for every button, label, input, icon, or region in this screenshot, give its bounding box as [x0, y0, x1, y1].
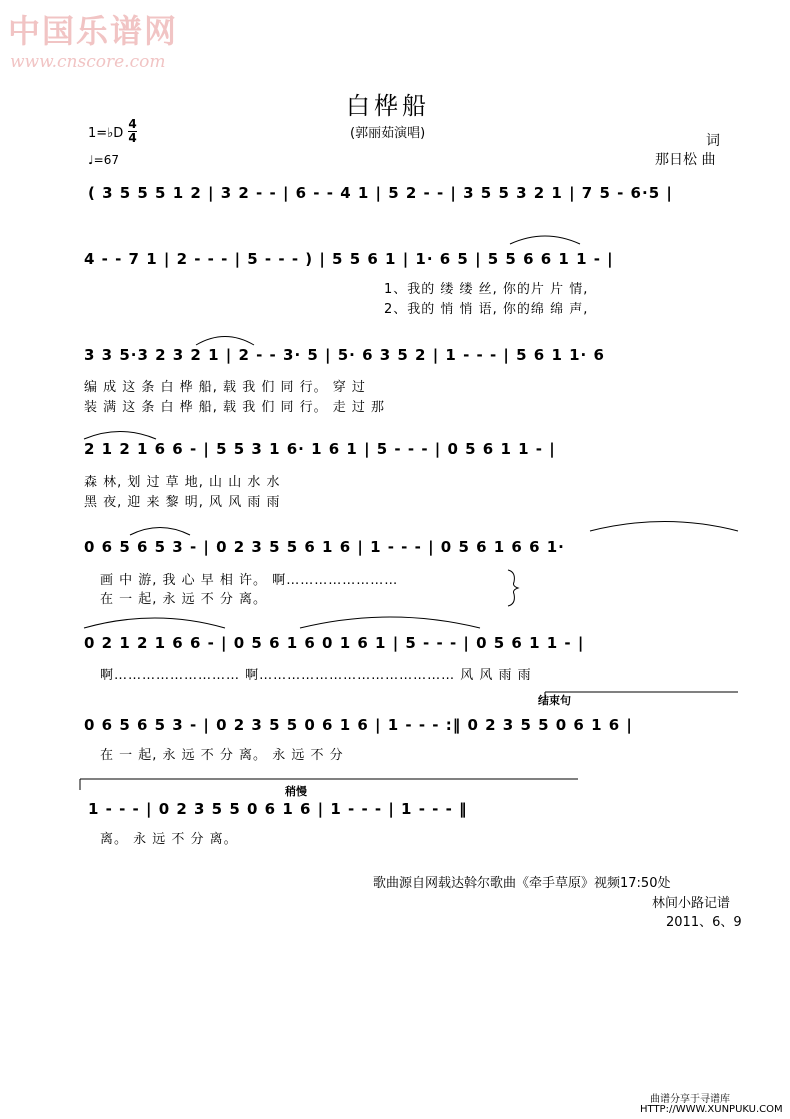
score-line-3-notes: 3 3 5·3 2 3 2 1 | 2 - - 3· 5 | 5· 6 3 5 2 | 1 - - - | 5 6 1 1· 6: [84, 346, 605, 364]
score-line-4-notes: 2 1 2 1 6 6 - | 5 5 3 1 6· 1 6 1 | 5 - - - | 0 5 6 1 1 - |: [84, 440, 556, 458]
meter-bottom: 4: [128, 131, 137, 145]
slur-2: [196, 337, 254, 346]
score-line-6-lyrics: 啊……………………… 啊…………………………………… 风 风 雨 雨: [100, 668, 532, 683]
slow-label: 稍慢: [285, 785, 307, 798]
song-title: 白桦船: [346, 92, 430, 120]
slur-7: [300, 617, 480, 628]
slur-4: [130, 528, 190, 536]
slow-bracket: [80, 779, 578, 790]
lyricist-credit: 词: [706, 133, 720, 149]
score-line-2-lyrics-verse2: 2、我的 悄 悄 语, 你的绵 绵 声,: [384, 302, 589, 317]
score-line-6-notes: 0 2 1 2 1 6 6 - | 0 5 6 1 6 0 1 6 1 | 5 - - - | 0 5 6 1 1 - |: [84, 634, 585, 652]
song-subtitle: (郭丽茹演唱): [350, 126, 426, 141]
slur-5: [590, 522, 738, 532]
ending-bracket: [545, 692, 738, 705]
score-line-3-lyrics-verse1: 编 成 这 条 白 桦 船, 载 我 们 同 行。 穿 过: [84, 380, 366, 395]
meter-top: 4: [128, 117, 137, 131]
transcriber-note: 林间小路记谱: [652, 896, 731, 911]
source-note: 歌曲源自网载达斡尔歌曲《牵手草原》视频17:50处: [373, 876, 671, 891]
score-line-7-notes: 0 6 5 6 5 3 - | 0 2 3 5 5 0 6 1 6 | 1 - - - :‖ 0 2 3 5 5 0 6 1 6 |: [84, 716, 633, 734]
score-line-1-notes: ( 3 5 5 5 1 2 | 3 2 - - | 6 - - 4 1 | 5 2 - - | 3 5 5 3 2 1 | 7 5 - 6·5 |: [88, 184, 673, 202]
tempo-marking: ♩=67: [88, 153, 119, 167]
slur-6: [84, 618, 225, 628]
watermark-url: www.cnscore.com: [10, 52, 166, 72]
score-line-5-notes: 0 6 5 6 5 3 - | 0 2 3 5 5 6 1 6 | 1 - - - | 0 5 6 1 6 6 1·: [84, 538, 565, 556]
key-signature: 1=♭D: [88, 126, 124, 141]
ending-label: 结束句: [538, 694, 571, 707]
score-line-3-lyrics-verse2: 装 满 这 条 白 桦 船, 载 我 们 同 行。 走 过 那: [84, 400, 385, 415]
score-line-7-lyrics: 在 一 起, 永 远 不 分 离。 永 远 不 分: [100, 748, 344, 763]
bracket-brace: [508, 570, 518, 606]
score-line-4-lyrics-verse1: 森 林, 划 过 草 地, 山 山 水 水: [84, 475, 281, 490]
score-line-2-notes: 4 - - 7 1 | 2 - - - | 5 - - - ) | 5 5 6 1 | 1· 6 5 | 5 5 6 6 1 1 - |: [84, 250, 614, 268]
score-line-5-lyrics-verse2: 在 一 起, 永 远 不 分 离。: [100, 592, 268, 607]
score-line-5-lyrics-verse1: 画 中 游, 我 心 早 相 许。 啊……………………: [100, 573, 399, 588]
score-line-8-notes: 1 - - - | 0 2 3 5 5 0 6 1 6 | 1 - - - | 1 - - - ‖: [88, 800, 468, 818]
date-note: 2011、6、9: [666, 915, 742, 930]
slur-3: [84, 432, 156, 440]
slur-1: [510, 236, 580, 244]
score-line-4-lyrics-verse2: 黑 夜, 迎 来 黎 明, 风 风 雨 雨: [84, 495, 281, 510]
score-line-8-lyrics: 离。 永 远 不 分 离。: [100, 832, 238, 847]
score-line-2-lyrics-verse1: 1、我的 缕 缕 丝, 你的片 片 情,: [384, 282, 589, 297]
composer-credit: 那日松 曲: [655, 152, 716, 168]
site-label: 曲谱分享于寻谱库: [650, 1094, 730, 1105]
site-url[interactable]: HTTP://WWW.XUNPUKU.COM: [640, 1104, 783, 1115]
watermark-brand: 中国乐谱网: [8, 12, 179, 50]
